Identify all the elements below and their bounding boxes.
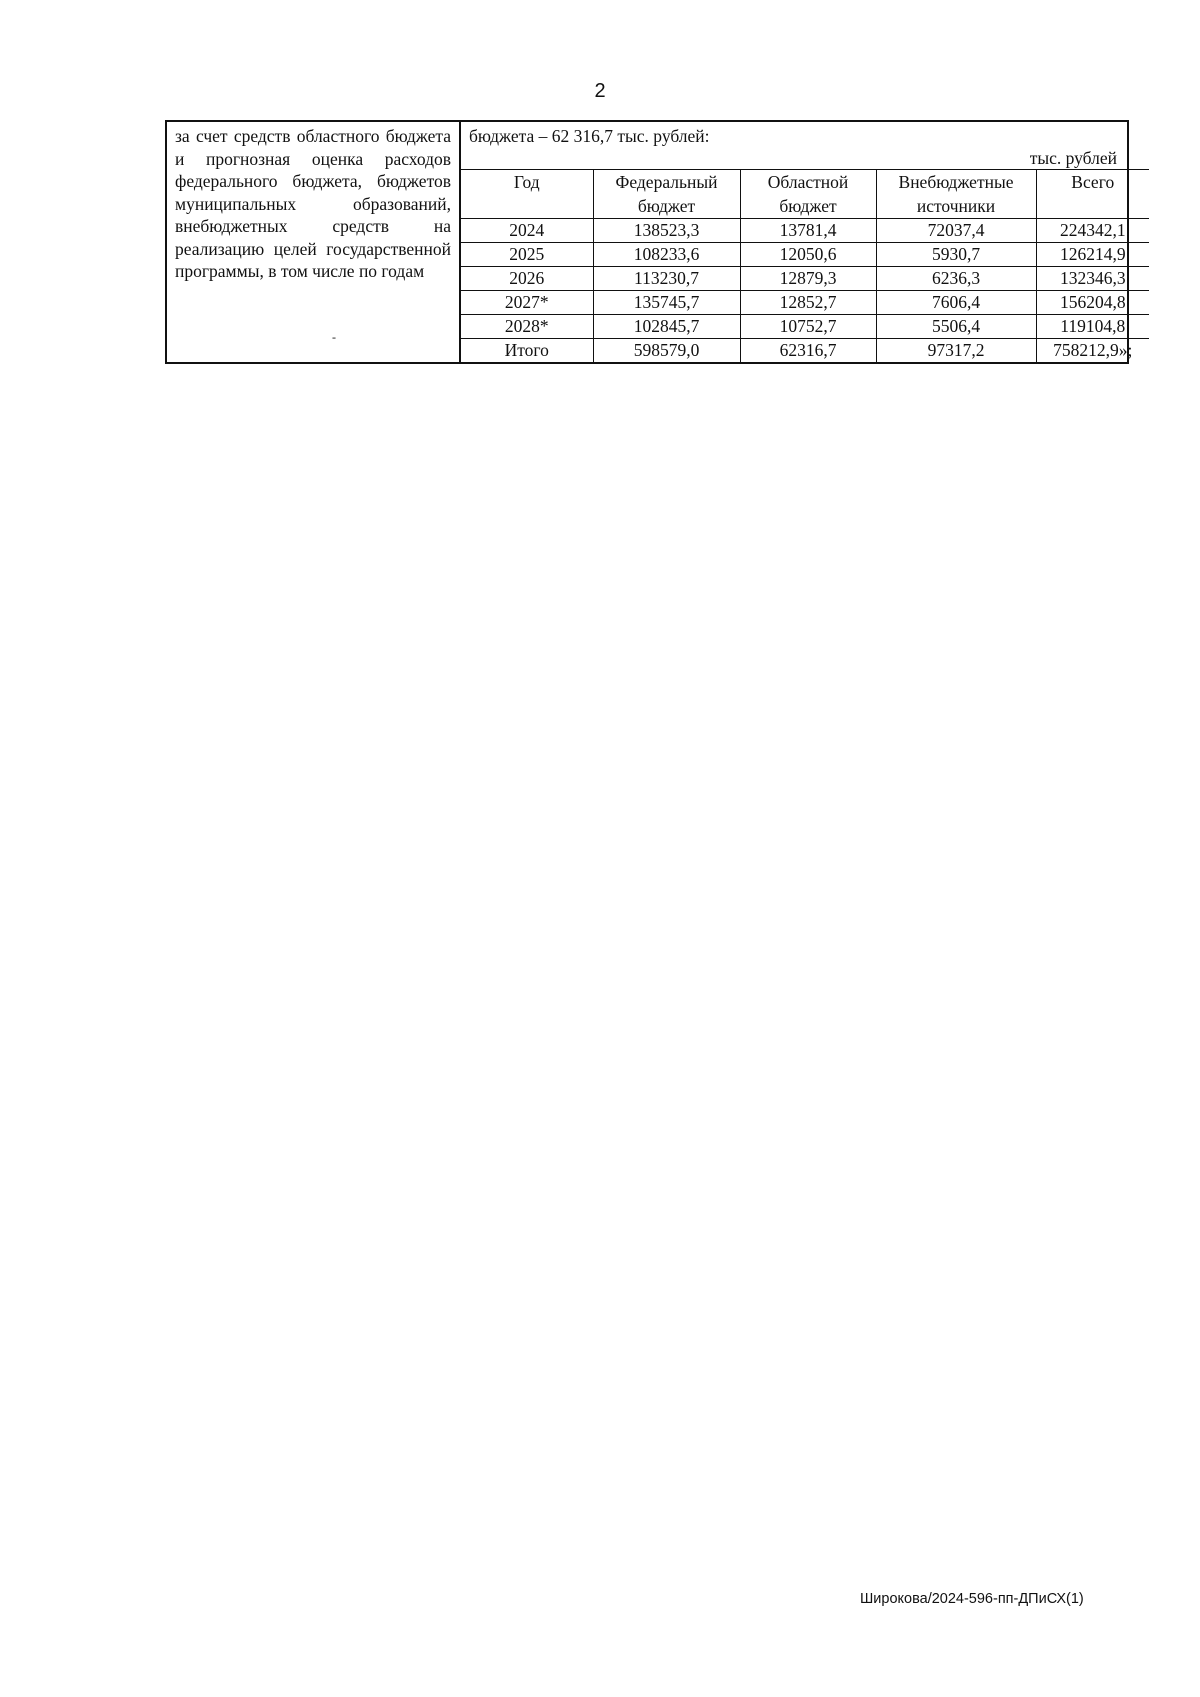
cell-total: 119104,8 bbox=[1036, 315, 1149, 339]
cell-year: 2026 bbox=[461, 267, 593, 291]
cell-regional: 12879,3 bbox=[740, 267, 876, 291]
cell-regional: 62316,7 bbox=[740, 339, 876, 363]
header-federal-budget: Федеральный бюджет bbox=[593, 170, 740, 219]
cell-regional: 12050,6 bbox=[740, 243, 876, 267]
cell-year: 2027* bbox=[461, 291, 593, 315]
cell-federal: 113230,7 bbox=[593, 267, 740, 291]
cell-year: Итого bbox=[461, 339, 593, 363]
units-label: тыс. рублей bbox=[1029, 148, 1117, 168]
cell-federal: 108233,6 bbox=[593, 243, 740, 267]
cell-regional: 13781,4 bbox=[740, 219, 876, 243]
cell-year: 2024 bbox=[461, 219, 593, 243]
cell-federal: 598579,0 bbox=[593, 339, 740, 363]
table-row bbox=[461, 243, 1149, 267]
cell-regional: 10752,7 bbox=[740, 315, 876, 339]
funding-description-text: за счет средств областного бюджета и прогнозная оценка расходов федерального бюджета, бюджетов муниципальных образований, внебюджетных средств на реализацию целей государственной программы, в том числе по годам bbox=[175, 126, 451, 281]
cell-year: 2025 bbox=[461, 243, 593, 267]
table-header-row bbox=[461, 170, 1149, 219]
cell-year: 2028* bbox=[461, 315, 593, 339]
cell-federal: 102845,7 bbox=[593, 315, 740, 339]
funding-by-year-table bbox=[461, 169, 1149, 362]
program-funding-table bbox=[165, 120, 1133, 364]
cell-total: 156204,8 bbox=[1036, 291, 1149, 315]
table-row bbox=[461, 219, 1149, 243]
cell-extra: 5930,7 bbox=[876, 243, 1036, 267]
header-regional-budget: Областной бюджет bbox=[740, 170, 876, 219]
table-row bbox=[461, 291, 1149, 315]
header-total: Всего bbox=[1036, 170, 1149, 219]
cell-dash-mark: - bbox=[332, 329, 336, 344]
cell-extra: 72037,4 bbox=[876, 219, 1036, 243]
funding-breakdown-cell bbox=[460, 121, 1133, 363]
document-footer-id: Широкова/2024-596-пп-ДПиСХ(1) bbox=[860, 1591, 1084, 1607]
cell-total: 224342,1 bbox=[1036, 219, 1149, 243]
cell-extra: 7606,4 bbox=[876, 291, 1036, 315]
cell-federal: 135745,7 bbox=[593, 291, 740, 315]
cell-extra: 6236,3 bbox=[876, 267, 1036, 291]
cell-federal: 138523,3 bbox=[593, 219, 740, 243]
header-extra-budgetary: Внебюджетные источники bbox=[876, 170, 1036, 219]
funding-description-cell bbox=[166, 121, 460, 363]
cell-extra: 97317,2 bbox=[876, 339, 1036, 363]
table-row bbox=[461, 267, 1149, 291]
cell-total: 132346,3 bbox=[1036, 267, 1149, 291]
cell-regional: 12852,7 bbox=[740, 291, 876, 315]
cell-extra: 5506,4 bbox=[876, 315, 1036, 339]
regional-budget-intro: бюджета – 62 316,7 тыс. рублей: bbox=[469, 126, 710, 146]
cell-total: 758212,9»; bbox=[1036, 339, 1149, 363]
table-total-row bbox=[461, 339, 1149, 363]
cell-total: 126214,9 bbox=[1036, 243, 1149, 267]
page-number: 2 bbox=[594, 80, 606, 102]
header-year: Год bbox=[461, 170, 593, 219]
table-row bbox=[461, 315, 1149, 339]
